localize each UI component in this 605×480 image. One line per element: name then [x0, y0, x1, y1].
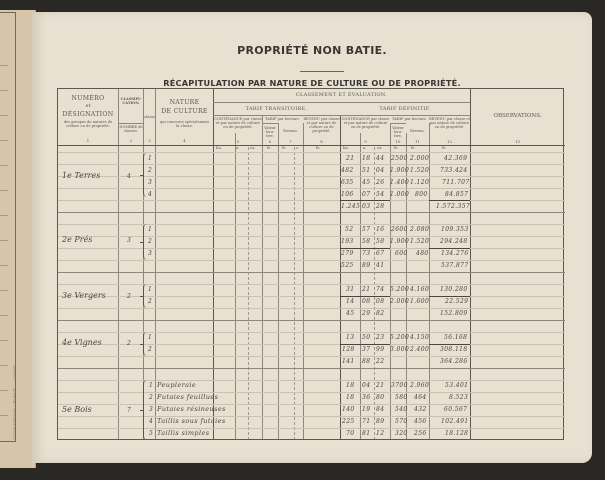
header-numero: NUMÉRO [71, 95, 105, 102]
group-label: 2e Prés [62, 235, 93, 244]
header-nature-sub: qui concerne spécialement la classe. [160, 120, 209, 129]
header-valeur-locative-transitoire: Valeur loca-tive. [264, 126, 276, 139]
group-label: 3e Vergers [62, 291, 106, 300]
header-valeur-locative-definitif: Valeur loca-tive. [392, 126, 404, 139]
header-revenu-short-transitoire: Revenu. [283, 129, 298, 133]
classes-count: 3 [127, 237, 132, 244]
header-nombre-classes: NOMBRE de classes. [119, 125, 143, 134]
header-observations: OBSERVATIONS. [493, 113, 542, 119]
header-designation-sub: des groupes de natures de culture ou de propriété. [63, 120, 113, 129]
header-tarif-transitoire: TARIF TRANSITOIRE. [245, 106, 308, 112]
margin-imprint: Imprimerie Nationale — Modèle N° ... — Cadastre [12, 365, 16, 440]
header-designation: DÉSIGNATION [62, 111, 114, 118]
header-de-culture: DE CULTURE [161, 108, 208, 115]
nature-culture: Futaies résineuses [157, 405, 226, 413]
classes-count: 2 [127, 340, 132, 347]
group-label: 4e Vignes [62, 338, 102, 347]
header-classe: classe [144, 115, 156, 119]
group-label: 1e Terres [62, 171, 101, 180]
classes-count: 2 [127, 293, 132, 300]
page-title: PROPRIÉTÉ NON BATIE. [237, 44, 387, 57]
header-revenu-short-definitif: Revenu. [410, 129, 425, 133]
group-label: 5e Bois [62, 405, 92, 414]
header-tarif-hectare-transitoire: TARIF par hectare. [265, 117, 300, 121]
header-contenance-transitoire: CONTENANCE par classe et par nature de culture ou de propriété. [214, 117, 262, 130]
header-contenance-definitif: CONTENANCE par classe et par nature de culture ou de propriété. [341, 117, 390, 130]
header-nature: NATURE [169, 99, 200, 106]
page-subtitle: RÉCAPITULATION PAR NATURE DE CULTURE OU DE PROPRIÉTÉ. [163, 78, 461, 88]
header-revenu-definitif: REVENU par classe et par nature de culture ou de propriété. [429, 117, 470, 130]
nature-culture: Futaies feuillues [157, 393, 219, 401]
header-revenu-transitoire: REVENU par classe et par nature de culture ou de propriété. [303, 117, 340, 134]
header-classement: CLASSEMENT ET ÉVALUATION. [295, 92, 388, 98]
left-facing-page [0, 10, 36, 468]
nature-culture: Taillis simples [157, 429, 210, 437]
header-tarif-definitif: TARIF DÉFINITIF. [379, 106, 431, 112]
classes-count: 7 [127, 407, 132, 414]
recap-table: NUMÉRO et DÉSIGNATION des groupes de natures de culture ou de propriété. 1 CLASSIFI-CATION. NOMBRE de classes. 2 classe 3 NATURE DE CULTURE qui concerne spécialement la classe. 4 CLASSEMENT ET ÉVALUATION. TARIF TRANSITOIRE. TARIF DÉFINITIF. CONTENANCE par classe et par nature de culture ou de propriété. TARIF par hectare. Valeur loca-tive. Revenu. REVENU par classe et par nature de culture ou de propriété. 5 6 7 8 CONTENANCE par classe et par nature de culture ou de propriété. TARIF par hectare. Valeur loca-tive. Revenu. REVENU par classe et par nature de culture ou de propriété. 9 10 11 12 OBSERVATIONS. 13 ha. a. ca. fr. fr. c. fr. ha. a. ca. fr. fr. fr. 1e Terres 4 1 2 3 4 21 18 44 2500 2.000 42.369 482 51 04 1.900 1.520 733.424 635 45 26 1.400 1.120 711.707 106 07 54 1.000 800 84.857 1.245 03 28 1.572.357 2e Prés 3 1 2 3 52 57 16 2600 2.080 109.353 193 58 58 1.900 1.520 294.248 279 73 67 600 480 134.276 525 89 41 537.877 3e Vergers 2 1 2 31 21 74 5.200 4.160 130.280 14 08 08 2.000 1.600 22.529 45 29 82 152.809 4e Vignes 2 1 2 13 50 23 5.200 4.150 56.168 128 37 99 3.000 2.400 308.118 141 88 22 364.286 5e Bois 7 1 2 3 4 5 Peupleraie Futaies feuillues Futaies résineuses Taillis sous futaies Taillis simples 18 04 21 3700 2.960 53.401 18 36 80 580 464 8.523 140 19 84 540 432 60.567 225 71 89 570 456 102.491 70 81 12 320 256 18.128 [57, 88, 564, 440]
nature-culture: Peupleraie [157, 381, 197, 389]
header-et: et [85, 103, 91, 109]
nature-culture: Taillis sous futaies [157, 417, 226, 425]
classes-count: 4 [127, 173, 132, 180]
register-page [32, 12, 592, 463]
header-tarif-hectare-definitif: TARIF par hectare. [392, 117, 427, 121]
header-classification: CLASSIFI-CATION. [120, 97, 142, 106]
